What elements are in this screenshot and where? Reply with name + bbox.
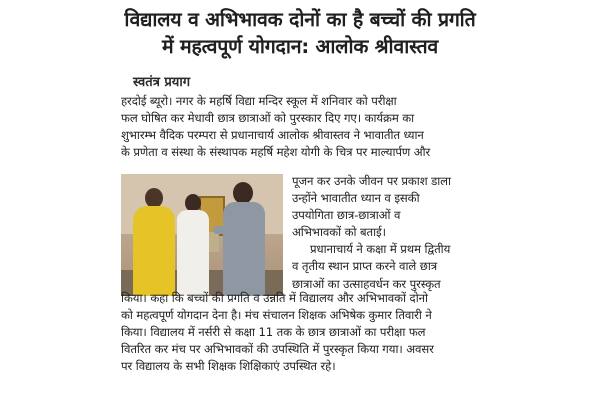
article-byline: स्वतंत्र प्रयाग: [133, 75, 191, 90]
paragraph-3: [121, 290, 484, 375]
photo-man-arm: [213, 226, 231, 234]
text-line: किया। विद्यालय में नर्सरी से कक्षा 11 तक के छात्र छात्राओं का परीक्षा फल: [121, 325, 426, 340]
photo-man-body: [223, 202, 265, 296]
photo-student-body: [177, 210, 209, 296]
text-line: प्रधानाचार्य ने कक्षा में प्रथम द्वितीय: [310, 242, 451, 257]
photo-woman-body: [133, 206, 175, 296]
photo-woman-head: [145, 188, 163, 208]
text-line: उपयोगिता छात्र-छात्राओं व: [292, 208, 401, 223]
photo-trophy: [209, 232, 219, 252]
article-headline: [0, 6, 600, 60]
text-line: हरदोई ब्यूरो। नगर के महर्षि विद्या मन्दिर स्कूल में शनिवार को परीक्षा: [121, 94, 397, 108]
text-line: फल घोषित कर मेधावी छात्र छात्राओं को पुरस्कार दिए गए। कार्यक्रम का: [121, 111, 415, 126]
text-line: वितरित कर मंच पर अभिभावकों की उपस्थिति में पुरस्कृत किया गया। अवसर: [121, 342, 434, 357]
text-line: के प्रणेता व संस्था के संस्थापक महर्षि महेश योगी के चित्र पर माल्यार्पण और: [121, 145, 431, 160]
text-line: पर विद्यालय के सभी शिक्षक शिक्षिकाएं उपस्थित रहे।: [121, 359, 336, 374]
text-line: छात्राओं का उत्साहवर्धन कर पुरस्कृत: [292, 276, 441, 291]
headline-line-1: विद्यालय व अभिभावक दोनों का है बच्चों की प्रगति: [124, 8, 476, 31]
text-line: उन्होंने भावातीत ध्यान व इसकी: [292, 191, 420, 206]
text-line: अभिभावकों को बताई।: [292, 225, 386, 240]
headline-line-2: में महत्वपूर्ण योगदान: आलोक श्रीवास्तव: [161, 35, 439, 58]
text-line: किया। कहा कि बच्चों की प्रगति व उन्नति में विद्यालय और अभिभावकों दोनो: [121, 291, 428, 305]
paragraph-2: [292, 173, 484, 293]
text-line: व तृतीय स्थान प्राप्त करने वाले छात्र: [292, 259, 438, 274]
text-line: शुभारम्भ वैदिक परम्परा से प्रधानाचार्य आलोक श्रीवास्तव ने भावातीत ध्यान: [121, 128, 424, 143]
text-line: को महत्वपूर्ण योगदान देना है। मंच संचालन शिक्षक अभिषेक कुमार तिवारी ने: [121, 308, 432, 323]
article-photo: [121, 174, 283, 296]
photo-man-head: [233, 182, 253, 204]
paragraph-1: [121, 93, 484, 161]
text-line: पूजन कर उनके जीवन पर प्रकाश डाला: [292, 174, 451, 188]
